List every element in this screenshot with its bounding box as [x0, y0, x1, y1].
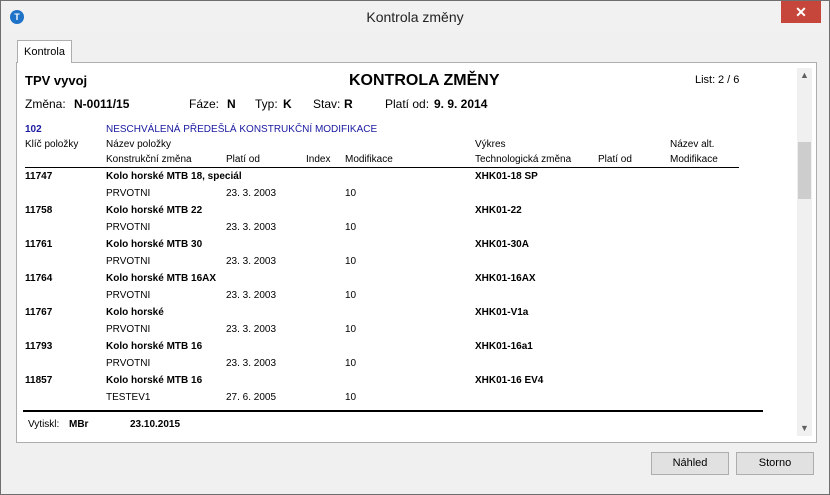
row-name: Kolo horské MTB 22: [106, 205, 203, 216]
row-mod: 10: [345, 222, 357, 233]
printed-by: MBr: [69, 419, 89, 430]
typ-label: Typ:: [255, 97, 278, 111]
section-title: NESCHVÁLENÁ PŘEDEŠLÁ KONSTRUKČNÍ MODIFIKACE: [106, 124, 378, 135]
tab-panel: [16, 62, 817, 443]
row-key: 11747: [25, 171, 53, 182]
list-label: List:: [695, 74, 716, 86]
row-name: Kolo horské MTB 18, speciál: [106, 171, 242, 182]
row-drawing: XHK01-16 EV4: [475, 375, 544, 386]
header-tech: Technologická změna: [475, 154, 572, 165]
row-change: PRVOTNI: [106, 324, 151, 335]
plati-value: 9. 9. 2014: [434, 97, 488, 111]
row-key: 11764: [25, 273, 53, 284]
header-vykres: Výkres: [475, 139, 506, 150]
row-change: PRVOTNI: [106, 188, 151, 199]
row-valid: 23. 3. 2003: [226, 324, 277, 335]
app-icon: T: [10, 10, 24, 24]
section-code: 102: [25, 124, 42, 135]
header-modif2: Modifikace: [670, 154, 718, 165]
row-valid: 23. 3. 2003: [226, 290, 277, 301]
row-valid: 23. 3. 2003: [226, 188, 277, 199]
zmena-value: N-0011/15: [74, 97, 130, 111]
row-valid: 27. 6. 2005: [226, 392, 277, 403]
row-valid: 23. 3. 2003: [226, 256, 277, 267]
row-change: PRVOTNI: [106, 290, 151, 301]
stav-value: R: [344, 97, 353, 111]
row-mod: 10: [345, 324, 357, 335]
header-index: Index: [306, 154, 331, 165]
footer-rule: [23, 410, 763, 412]
faze-value: N: [227, 97, 236, 111]
row-key: 11767: [25, 307, 53, 318]
row-mod: 10: [345, 358, 357, 369]
row-drawing: XHK01-V1a: [475, 307, 529, 318]
row-mod: 10: [345, 188, 357, 199]
row-key: 11793: [25, 341, 53, 352]
header-rule: [25, 167, 739, 168]
zmena-label: Změna:: [25, 97, 66, 111]
row-drawing: XHK01-16a1: [475, 341, 533, 352]
row-change: PRVOTNI: [106, 358, 151, 369]
report-document: [23, 67, 789, 437]
scroll-down-icon[interactable]: ▼: [800, 423, 809, 433]
row-mod: 10: [345, 392, 357, 403]
header-plati: Platí od: [226, 154, 260, 165]
row-name: Kolo horské MTB 16: [106, 341, 203, 352]
report-title: KONTROLA ZMĚNY: [349, 72, 500, 89]
row-key: 11758: [25, 205, 53, 216]
header-nazev-alt: Název alt.: [670, 139, 715, 150]
close-button[interactable]: ✕: [781, 1, 821, 23]
row-key: 11761: [25, 239, 53, 250]
row-drawing: XHK01-16AX: [475, 273, 536, 284]
row-name: Kolo horské: [106, 307, 164, 318]
row-change: PRVOTNI: [106, 256, 151, 267]
row-name: Kolo horské MTB 16AX: [106, 273, 217, 284]
list-value: 2 / 6: [718, 74, 740, 86]
vertical-scrollbar[interactable]: [797, 68, 812, 436]
typ-value: K: [283, 97, 292, 111]
printed-label: Vytiskl:: [28, 419, 60, 430]
header-klic: Klíč položky: [25, 139, 79, 150]
window-title: Kontrola změny: [366, 9, 464, 25]
faze-label: Fáze:: [189, 97, 220, 111]
header-konstr: Konstrukční změna: [106, 154, 192, 165]
stav-label: Stav:: [313, 97, 341, 111]
header-nazev: Název položky: [106, 139, 172, 150]
title-bar[interactable]: [1, 1, 829, 33]
row-drawing: XHK01-18 SP: [475, 171, 538, 182]
row-drawing: XHK01-30A: [475, 239, 529, 250]
tab-kontrola[interactable]: Kontrola: [17, 40, 72, 63]
header-modif: Modifikace: [345, 154, 393, 165]
report-org: TPV vyvoj: [25, 73, 88, 88]
row-mod: 10: [345, 290, 357, 301]
header-plati2: Platí od: [598, 154, 632, 165]
row-key: 11857: [25, 375, 53, 386]
row-drawing: XHK01-22: [475, 205, 522, 216]
row-name: Kolo horské MTB 30: [106, 239, 203, 250]
printed-date: 23.10.2015: [130, 419, 181, 430]
preview-button[interactable]: Náhled: [651, 452, 729, 475]
row-valid: 23. 3. 2003: [226, 222, 277, 233]
row-mod: 10: [345, 256, 357, 267]
cancel-button[interactable]: Storno: [736, 452, 814, 475]
scroll-up-icon[interactable]: ▲: [800, 70, 809, 80]
row-name: Kolo horské MTB 16: [106, 375, 203, 386]
row-change: PRVOTNI: [106, 222, 151, 233]
row-change: TESTEV1: [106, 392, 151, 403]
row-valid: 23. 3. 2003: [226, 358, 277, 369]
scroll-thumb[interactable]: [798, 142, 811, 199]
plati-label: Platí od:: [385, 97, 430, 111]
